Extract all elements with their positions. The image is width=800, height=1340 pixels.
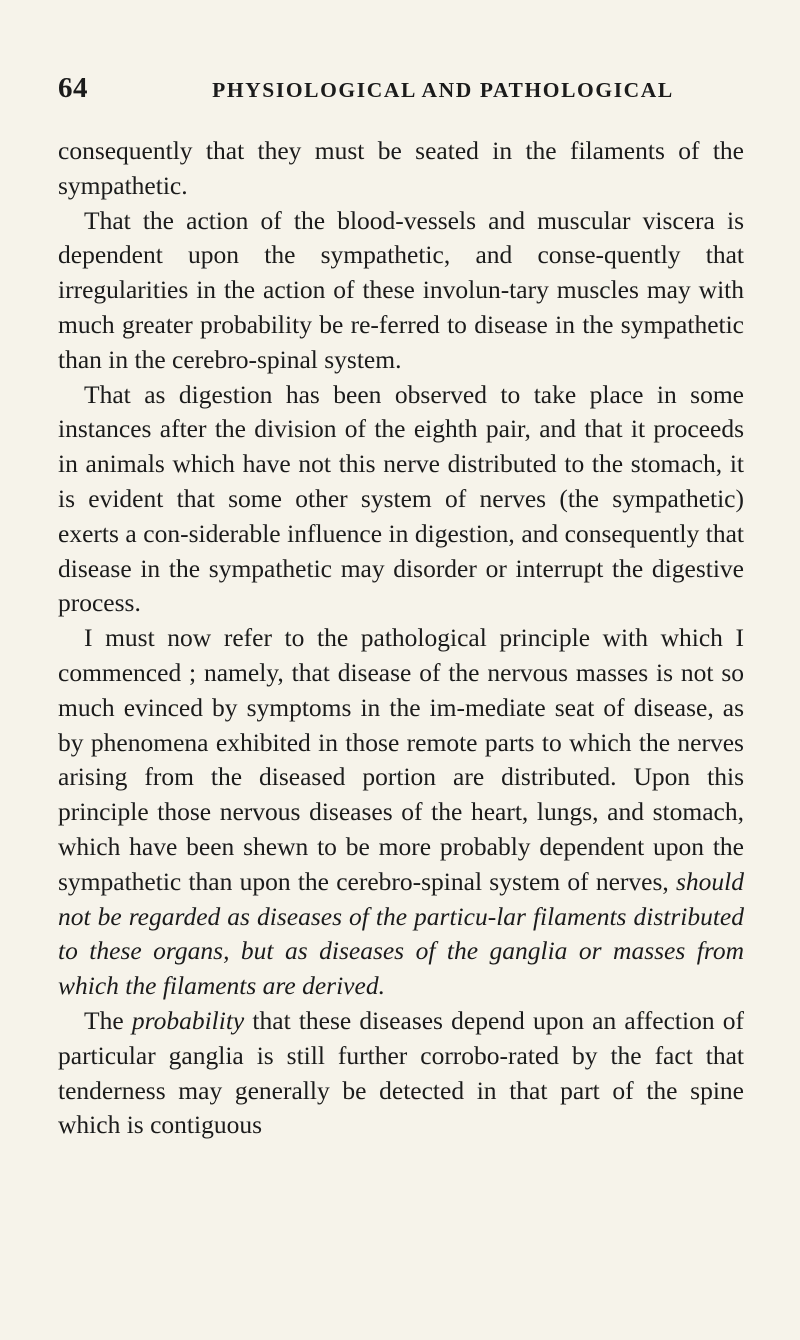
paragraph-text: The bbox=[84, 1005, 124, 1035]
page-number: 64 bbox=[58, 72, 88, 104]
paragraph-text: I must now refer to the pathological principle with which I commenced ; namely, that disease of the nervous masses is not so much evinced by symptoms in the im-mediate seat of disease, as by phenomena exhibited in those remote parts to which the nerves arising from the diseased portion are distributed. Upon this principle those nervous diseases of the heart, lungs, and stomach, which have been shewn to be more probably dependent upon the sympathetic than upon the cerebro-spinal system of nerves, bbox=[58, 623, 744, 896]
paragraph-italic-text: probability bbox=[131, 1005, 245, 1035]
paragraph-blood-vessels bbox=[58, 204, 744, 378]
paragraph-italic-text: should not be regarded as diseases of the particu-lar filaments distributed to these organs, but as diseases of the ganglia or masses from which the filaments are derived. bbox=[58, 866, 744, 1001]
paragraph-text: that these diseases depend upon an affection of particular ganglia is still further corrobo-rated by the fact that tenderness may generally be detected in that part of the spine which is contiguous bbox=[58, 1005, 744, 1140]
running-head bbox=[58, 72, 742, 112]
paragraph-pathological-principle bbox=[58, 621, 744, 1004]
running-title: PHYSIOLOGICAL AND PATHOLOGICAL bbox=[212, 78, 674, 102]
paragraph-text: That the action of the blood-vessels and muscular viscera is dependent upon the sympathetic, and conse-quently that irregularities in the action of these involun-tary muscles may with much greater probability be re-ferred to disease in the sympathetic than in the cerebro-spinal system. bbox=[58, 205, 744, 374]
paragraph-digestion bbox=[58, 378, 744, 622]
paragraph-probability bbox=[58, 1004, 744, 1143]
paragraph-text: That as digestion has been observed to take place in some instances after the division of the eighth pair, and that it proceeds in animals which have not this nerve distributed to the stomach, it is evident that some other system of nerves (the sympathetic) exerts a con-siderable influence in digestion, and consequently that disease in the sympathetic may disorder or interrupt the digestive process. bbox=[58, 379, 744, 618]
paragraph-text: consequently that they must be seated in the filaments of the sympathetic. bbox=[58, 136, 744, 200]
body-text bbox=[58, 134, 744, 1143]
paragraph-continuation bbox=[58, 134, 744, 204]
